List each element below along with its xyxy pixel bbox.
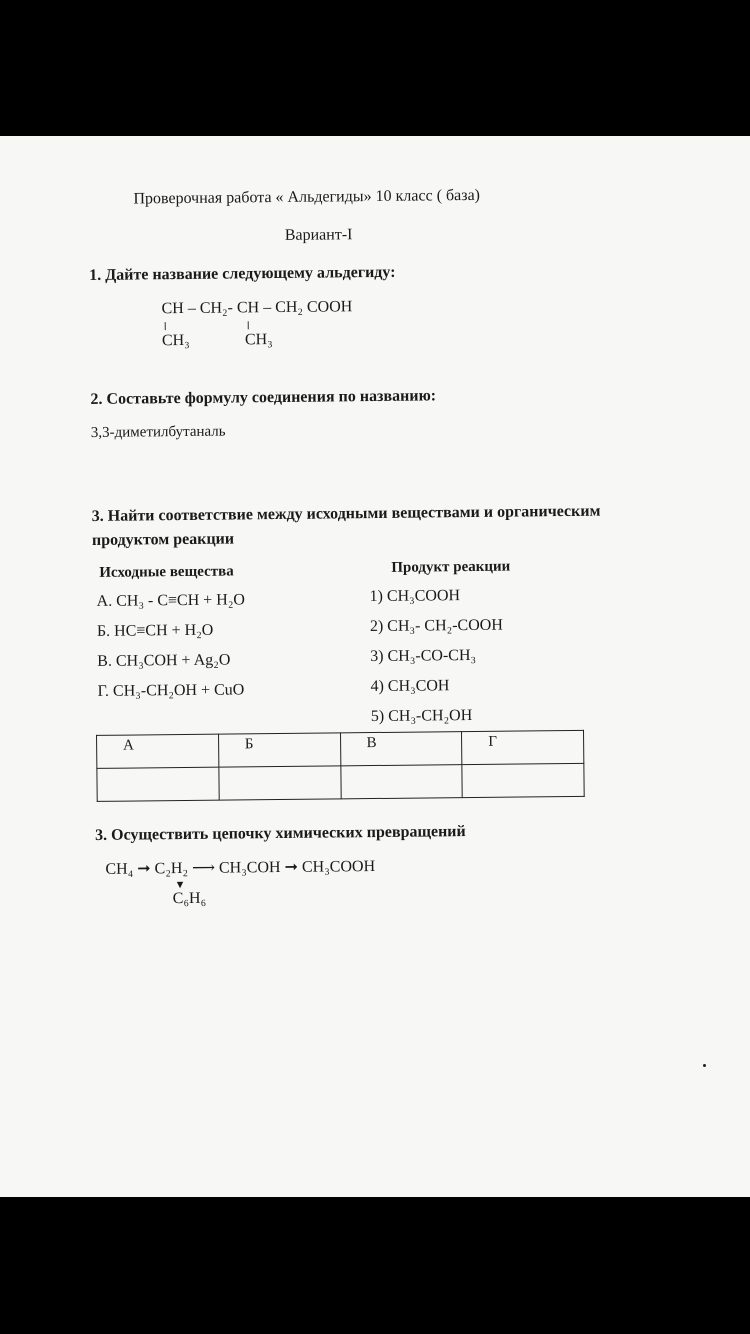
document-title: Проверочная работа « Альдегиды» 10 класс ( база) <box>133 186 481 208</box>
bottom-black-band <box>0 1197 750 1334</box>
reactant-item: Г. CH₃-CH₂OH + CuO <box>97 681 245 700</box>
products-header: Продукт реакции <box>391 558 511 576</box>
arrow-down-icon: ▼ <box>174 878 186 892</box>
product-item: 5) CH₃-CH₂OH <box>370 706 473 726</box>
answer-cell <box>340 765 462 799</box>
reactants-header: Исходные вещества <box>99 563 234 581</box>
q1-formula-main: CH – CH₂- CH – CH₂ COOH <box>161 298 353 318</box>
answer-cell <box>462 763 584 797</box>
reaction-chain: CH₄ ➞ C₂H₂ ⟶ CH₃COH ➞ CH₃COOH <box>105 858 376 878</box>
bond-tick-1 <box>165 322 166 330</box>
bond-tick-2 <box>248 321 249 329</box>
answer-cell <box>97 767 219 801</box>
document-page <box>0 136 750 1197</box>
answer-table-header-row <box>97 730 584 768</box>
top-black-band <box>0 0 750 136</box>
product-item: 1) CH₃COOH <box>369 587 461 606</box>
answer-table-header: В <box>340 732 462 766</box>
reaction-chain-branch: C₆H₆ <box>172 889 207 908</box>
answer-table-header: Б <box>218 733 340 767</box>
question-4: 3. Осуществить цепочку химических превращений <box>94 823 466 844</box>
answer-cell <box>219 766 341 800</box>
answer-table-header: Г <box>462 730 584 764</box>
question-1: 1. Дайте название следующему альдегиду: <box>89 263 396 284</box>
q2-compound-name: 3,3-диметилбутаналь <box>90 423 226 441</box>
question-2: 2. Составьте формулу соединения по названию: <box>90 387 437 408</box>
product-item: 2) CH₃- CH₂-COOH <box>369 616 503 636</box>
reactant-item: В. CH₃COH + Ag₂O <box>97 651 231 670</box>
answer-table-blank-row <box>97 763 584 801</box>
question-3: 3. Найти соответствие между исходными веществами и органическим продуктом реакции <box>91 502 601 549</box>
answer-table <box>96 730 585 802</box>
product-item: 3) CH₃-CO-CH₃ <box>370 646 477 666</box>
q1-formula-substituent-1: CH₃ <box>161 331 190 350</box>
product-item: 4) CH₃COH <box>370 677 450 696</box>
speck <box>703 1064 706 1067</box>
reactant-item: А. CH₃ - C≡CH + H₂O <box>96 591 246 610</box>
q1-formula-substituent-2: CH₃ <box>244 331 273 349</box>
answer-table-header: А <box>97 734 219 768</box>
variant-label: Вариант-I <box>284 226 353 244</box>
reactant-item: Б. HC≡CH + H₂O <box>96 621 214 640</box>
